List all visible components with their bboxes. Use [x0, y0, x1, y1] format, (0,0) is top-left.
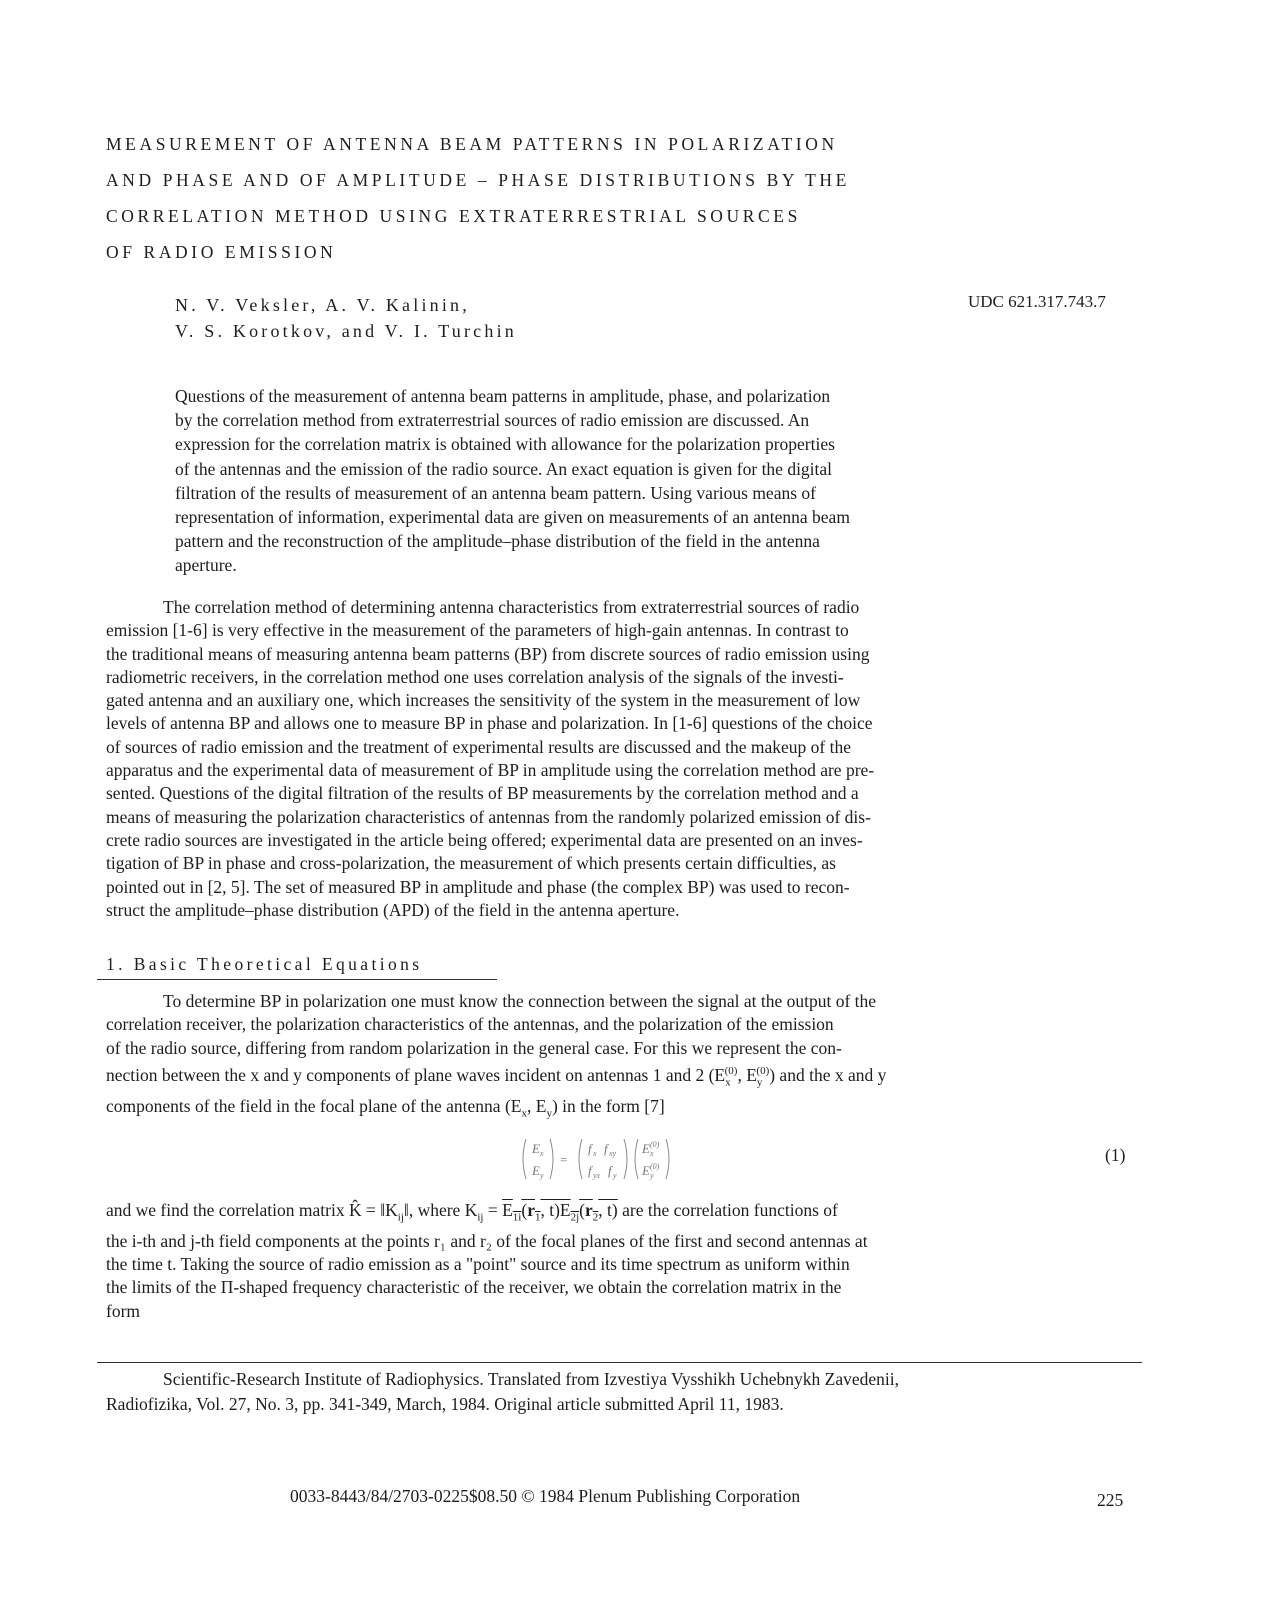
footnote-rule	[97, 1362, 1142, 1363]
svg-text:y: y	[613, 1171, 617, 1180]
svg-text:E: E	[642, 1141, 650, 1156]
section-heading-underline	[97, 979, 497, 980]
body-text: components of the field in the focal plane of the antenna (E	[106, 1095, 522, 1116]
abstract-line: filtration of the results of measurement of an antenna beam pattern. Using various means of	[175, 482, 816, 503]
svg-text:(0): (0)	[650, 1140, 660, 1149]
svg-text:f: f	[588, 1141, 592, 1156]
title-line: CORRELATION METHOD USING EXTRATERRESTRIAL SOURCES	[106, 206, 801, 226]
title-line: AND PHASE AND OF AMPLITUDE – PHASE DISTRIBUTIONS BY THE	[106, 170, 850, 190]
body-text: and we find the correlation matrix	[106, 1200, 349, 1220]
page-number: 225	[1097, 1490, 1124, 1510]
body-line: sented. Questions of the digital filtration of the results of BP measurements by the correlation method and a	[106, 783, 859, 804]
copyright-line: 0033-8443/84/2703-0225$08.50 © 1984 Plenum Publishing Corporation	[290, 1486, 801, 1506]
body-line: the traditional means of measuring antenna beam patterns (BP) from discrete sources of radio emission using	[106, 643, 870, 664]
svg-text:y: y	[540, 1171, 544, 1180]
section-paragraph	[106, 990, 1146, 1125]
body-line: the i-th and j-th field components at the points r₁ and r₂ of the focal planes of the first and second antennas at	[106, 1230, 868, 1251]
body-line: correlation receiver, the polarization characteristics of the antennas, and the polarization of the emission	[106, 1014, 834, 1035]
equation-number: (1)	[1105, 1145, 1126, 1165]
svg-text:f: f	[604, 1141, 608, 1156]
body-line: form	[106, 1300, 141, 1321]
body-line: components of the field in the focal plane of the antenna ($E_x$, $E_y$) in the form [7]	[106, 1095, 665, 1120]
svg-text:=: =	[560, 1152, 568, 1167]
author-list	[175, 292, 517, 344]
title-line: MEASUREMENT OF ANTENNA BEAM PATTERNS IN POLARIZATION	[106, 134, 838, 154]
body-line: emission [1-6] is very effective in the measurement of the parameters of high-gain antennas. In contrast to	[106, 620, 849, 641]
body-line: pointed out in [2, 5]. The set of measured BP in amplitude and phase (the complex BP) was used to recon-	[106, 876, 850, 897]
body-line: nection between the x and y components of plane waves incident on antennas 1 and 2 ($E_x^{(0)}$, $E_y^{(0)}$) and the x and y	[106, 1064, 887, 1089]
svg-text:f: f	[588, 1163, 592, 1178]
svg-text:x: x	[650, 1149, 654, 1158]
svg-text:E: E	[532, 1141, 540, 1156]
section-heading: 1. Basic Theoretical Equations	[106, 954, 423, 974]
title-line: OF RADIO EMISSION	[106, 242, 337, 262]
body-line: gated antenna and an auxiliary one, which increases the sensitivity of the system in the measurement of low	[106, 690, 861, 711]
body-line: tigation of BP in phase and cross-polarization, the measurement of which presents certain difficulties, as	[106, 853, 836, 874]
svg-text:x: x	[540, 1149, 544, 1158]
abstract-line: Questions of the measurement of antenna beam patterns in amplitude, phase, and polarization	[175, 386, 831, 406]
paper-title	[106, 126, 1006, 270]
svg-text:(0): (0)	[650, 1162, 660, 1171]
svg-text:yx: yx	[593, 1171, 601, 1180]
body-line: and we find the correlation matrix K̂ = $‖K_{ij}‖$, where $K_{ij} = E_{1i}(r_1$, $t)E_{2j}(r_2$, t) are the correlation functions of	[106, 1200, 838, 1224]
svg-text:f: f	[608, 1163, 612, 1178]
author-line: V. S. Korotkov, and V. I. Turchin	[175, 321, 517, 341]
abstract-line: pattern and the reconstruction of the amplitude–phase distribution of the field in the antenna	[175, 531, 820, 552]
svg-text:y: y	[650, 1171, 654, 1180]
footnote-line: Radiofizika, Vol. 27, No. 3, pp. 341-349, March, 1984. Original article submitted April 11, 1983.	[106, 1394, 784, 1414]
svg-text:E: E	[532, 1163, 540, 1178]
abstract	[175, 384, 1075, 578]
svg-text:E: E	[642, 1163, 650, 1178]
abstract-line: aperture.	[175, 555, 237, 576]
body-line: the time t. Taking the source of radio emission as a "point" source and its time spectrum as uniform within	[106, 1254, 850, 1275]
body-line: The correlation method of determining antenna characteristics from extraterrestrial sources of radio	[163, 597, 860, 617]
author-line: N. V. Veksler, A. V. Kalinin,	[175, 295, 470, 315]
udc-code: UDC 621.317.743.7	[968, 292, 1106, 311]
body-line: radiometric receivers, in the correlation method one uses correlation analysis of the signals of the investi-	[106, 666, 844, 687]
body-line: of the radio source, differing from random polarization in the general case. For this we represent the con-	[106, 1037, 842, 1058]
footnote-line: Scientific-Research Institute of Radiophysics. Translated from Izvestiya Vysshikh Uchebnykh Zavedenii,	[163, 1369, 899, 1389]
body-line: crete radio sources are investigated in the article being offered; experimental data are presented on an inves-	[106, 829, 863, 850]
body-line: To determine BP in polarization one must know the connection between the signal at the output of the	[163, 991, 877, 1011]
svg-text:xy: xy	[609, 1149, 617, 1158]
body-line: of sources of radio emission and the treatment of experimental results are discussed and the makeup of the	[106, 736, 851, 757]
abstract-line: of the antennas and the emission of the radio source. An exact equation is given for the digital	[175, 458, 833, 479]
body-line: the limits of the Π-shaped frequency characteristic of the receiver, we obtain the correlation matrix in the	[106, 1277, 842, 1298]
abstract-line: representation of information, experimental data are given on measurements of an antenna beam	[175, 507, 850, 528]
body-text: nection between the x and y components of plane waves incident on antennas 1 and 2 (E	[106, 1064, 726, 1085]
after-equation-paragraph	[106, 1199, 1146, 1323]
intro-paragraph	[106, 596, 1146, 922]
abstract-line: by the correlation method from extraterrestrial sources of radio emission are discussed. An	[175, 410, 810, 431]
body-line: struct the amplitude–phase distribution (APD) of the field in the antenna aperture.	[106, 899, 680, 920]
body-line: apparatus and the experimental data of measurement of BP in amplitude using the correlation method are pre-	[106, 760, 875, 781]
footnote	[106, 1367, 1146, 1417]
body-line: means of measuring the polarization characteristics of antennas from the randomly polarized emission of dis-	[106, 806, 871, 827]
svg-text:x: x	[593, 1149, 597, 1158]
equation-1	[520, 1135, 740, 1183]
abstract-line: expression for the correlation matrix is obtained with allowance for the polarization properties	[175, 434, 835, 455]
body-line: levels of antenna BP and allows one to measure BP in phase and polarization. In [1-6] questions of the choice	[106, 713, 873, 734]
